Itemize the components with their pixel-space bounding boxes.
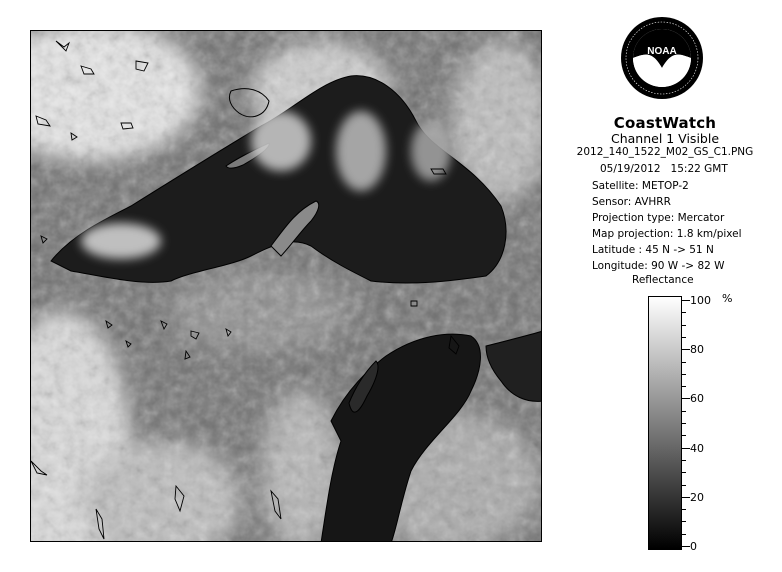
colorbar-major-tick xyxy=(682,497,690,498)
colorbar-minor-tick xyxy=(682,534,686,535)
colorbar-major-tick xyxy=(682,546,690,547)
colorbar-label: Reflectance xyxy=(632,274,694,286)
colorbar-major-tick xyxy=(682,398,690,399)
colorbar-major-tick xyxy=(682,349,690,350)
longitude-range: Longitude: 90 W -> 82 W xyxy=(592,260,725,272)
channel-subtitle: Channel 1 Visible xyxy=(610,131,720,146)
date-value: 05/19/2012 xyxy=(600,163,661,175)
satellite-info: Satellite: METOP-2 xyxy=(592,180,689,192)
colorbar-minor-tick xyxy=(682,386,686,387)
colorbar-major-tick xyxy=(682,300,690,301)
colorbar-minor-tick xyxy=(682,435,686,436)
colorbar-minor-tick xyxy=(682,509,686,510)
satellite-image xyxy=(30,30,542,542)
colorbar-minor-tick xyxy=(682,472,686,473)
colorbar-minor-tick xyxy=(682,460,686,461)
colorbar-tick-label: 20 xyxy=(690,490,704,504)
sensor-info: Sensor: AVHRR xyxy=(592,196,671,208)
logo-text: NOAA xyxy=(647,46,677,57)
colorbar-tick-label: 40 xyxy=(690,441,704,455)
colorbar-minor-tick xyxy=(682,337,686,338)
map-projection: Map projection: 1.8 km/pixel xyxy=(592,228,742,240)
colorbar-minor-tick xyxy=(682,312,686,313)
colorbar-major-tick xyxy=(682,448,690,449)
reflectance-colorbar xyxy=(648,296,682,550)
colorbar-tick-label: 0 xyxy=(690,540,697,553)
noaa-logo xyxy=(620,16,704,100)
colorbar-tick-label: 80 xyxy=(690,343,704,357)
file-name: 2012_140_1522_M02_GS_C1.PNG xyxy=(576,146,754,158)
satellite-image-canvas xyxy=(31,31,542,542)
date-time xyxy=(600,163,728,175)
colorbar-minor-tick xyxy=(682,485,686,486)
latitude-range: Latitude : 45 N -> 51 N xyxy=(592,244,714,256)
colorbar-unit: % xyxy=(722,292,733,305)
product-title: CoastWatch xyxy=(613,114,717,132)
colorbar-minor-tick xyxy=(682,423,686,424)
colorbar-minor-tick xyxy=(682,362,686,363)
colorbar-minor-tick xyxy=(682,325,686,326)
colorbar-minor-tick xyxy=(682,521,686,522)
projection-type: Projection type: Mercator xyxy=(592,212,725,224)
colorbar-tick-label: 60 xyxy=(690,392,704,406)
colorbar-minor-tick xyxy=(682,411,686,412)
colorbar-minor-tick xyxy=(682,374,686,375)
time-value: 15:22 GMT xyxy=(670,163,728,175)
colorbar-tick-label: 100 xyxy=(690,294,711,307)
